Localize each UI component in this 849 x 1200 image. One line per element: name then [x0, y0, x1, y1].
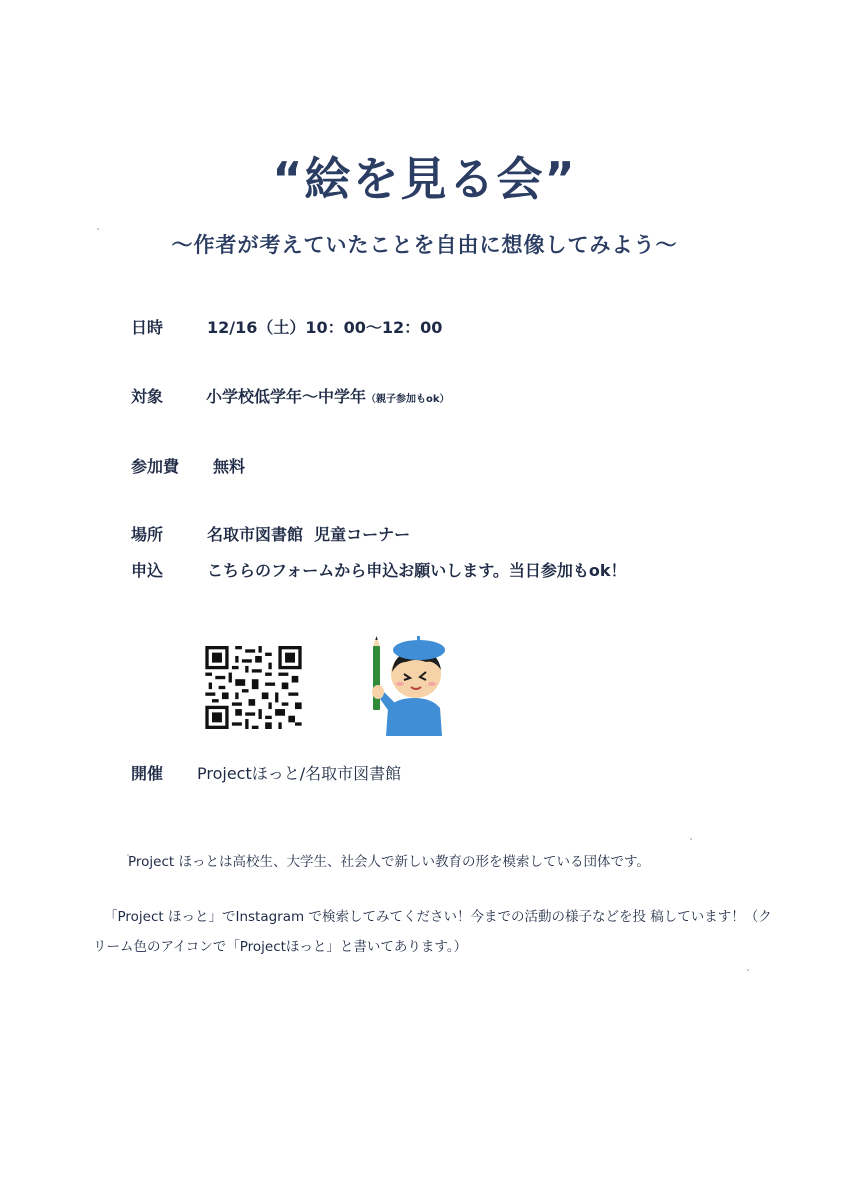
target-value — [206, 384, 450, 407]
child-with-pencil-illustration — [366, 632, 448, 736]
footer-instagram-line1: 「Project ほっと」でInstagram で検索してみてください！今までの活動の様子などを投 稿しています！（ク — [104, 909, 772, 925]
target-label: 対象 — [131, 387, 164, 406]
apply-value: こちらのフォームから申込お願いします。当日参加もok！ — [207, 561, 627, 580]
scan-speck — [690, 838, 692, 840]
apply-label: 申込 — [131, 561, 164, 580]
footer-description: Project ほっとは高校生、大学生、社会人で新しい教育の形を模索している団体です。 — [128, 854, 650, 870]
qr-code-image[interactable] — [205, 646, 302, 729]
fee-value: 無料 — [213, 457, 246, 476]
date-value: 12/16（土）10：00～12：00 — [207, 318, 443, 337]
place-value: 名取市図書館 児童コーナー — [207, 525, 411, 544]
target-grade: 小学校低学年～中学年 — [206, 387, 367, 406]
place-label: 場所 — [131, 525, 164, 544]
event-subtitle: ～作者が考えていたことを自由に想像してみよう～ — [171, 233, 678, 257]
organizer-value: Projectほっと/名取市図書館 — [197, 764, 402, 783]
footer-instagram-line2: リーム色のアイコンで「Projectほっと」と書いてあります。） — [93, 939, 468, 955]
organizer-label: 開催 — [131, 764, 164, 783]
date-label: 日時 — [131, 318, 164, 337]
scan-speck — [747, 969, 749, 971]
fee-label: 参加費 — [131, 457, 180, 476]
target-note: （親子参加もok） — [366, 394, 450, 405]
event-title: “絵を見る会” — [272, 152, 577, 206]
